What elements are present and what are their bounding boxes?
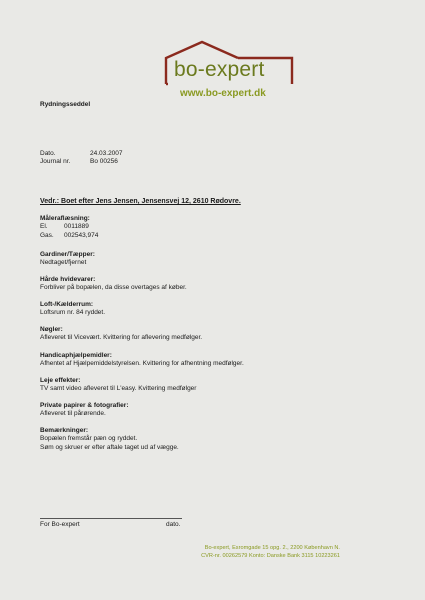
- section-body: Bopælen fremstår pæn og ryddet.: [40, 435, 138, 443]
- date-label: Dato.: [40, 150, 56, 157]
- logo-text: bo-expert: [174, 58, 265, 81]
- section-appliances: [40, 276, 187, 293]
- signature-date-label: dato.: [166, 521, 181, 528]
- section-curtains: [40, 251, 95, 268]
- section-attic: [40, 301, 105, 318]
- journal-label: Journal nr.: [40, 158, 71, 165]
- section-remarks: [40, 427, 179, 452]
- signature-label: For Bo-expert: [40, 521, 80, 528]
- section-title: Loft-/Kælderrum:: [40, 301, 94, 308]
- meter-value: 0011889: [64, 223, 89, 231]
- section-body: Nedtaget/fjernet: [40, 259, 87, 267]
- footer-address: Bo-expert, Esromgade 15 opg. 2., 2200 København N.: [204, 545, 340, 551]
- meter-row: [40, 232, 98, 240]
- section-handicap-aids: [40, 352, 244, 369]
- date-value: 24.03.2007: [90, 150, 123, 157]
- section-body: Forbliver på bopælen, da disse overtages af køber.: [40, 284, 187, 292]
- section-body: Afleveret til pårørende.: [40, 410, 106, 418]
- document-title: Rydningsseddel: [40, 101, 91, 108]
- section-title: Private papirer & fotografier:: [40, 402, 129, 409]
- section-title: Handicaphjælpemidler:: [40, 352, 112, 359]
- meter-label: El.: [40, 223, 48, 231]
- footer-bank: CVR-nr. 00262579 Konto: Danske Bank 3115 10223261: [201, 553, 340, 559]
- section-body: Afleveret til Vicevært. Kvittering for aflevering medfølger.: [40, 334, 203, 342]
- meter-title: Måleraflæsning:: [40, 215, 90, 222]
- journal-value: Bo 00256: [90, 158, 118, 165]
- section-body: Søm og skruer er efter aftale taget ud af vægge.: [40, 443, 179, 451]
- section-title: Leje effekter:: [40, 377, 81, 384]
- section-title: Bemærkninger:: [40, 427, 89, 434]
- section-private-papers: [40, 402, 129, 419]
- meter-value: 002543,974: [64, 231, 99, 239]
- meter-label: Gas.: [40, 231, 54, 239]
- section-body: TV samt video afleveret til L'easy. Kvittering medfølger: [40, 385, 197, 393]
- section-keys: [40, 326, 202, 343]
- signature-line: [40, 518, 182, 519]
- section-body: Loftsrum nr. 84 ryddet.: [40, 309, 106, 317]
- section-title: Hårde hvidevarer:: [40, 276, 96, 283]
- section-title: Gardiner/Tæpper:: [40, 251, 95, 258]
- logo-url: www.bo-expert.dk: [180, 88, 266, 99]
- section-rental: [40, 377, 196, 394]
- section-title: Nøgler:: [40, 326, 63, 333]
- bo-expert-logo: [160, 40, 300, 102]
- section-body: Afhentet af Hjælpemiddelstyrelsen. Kvittering for afhentning medfølger.: [40, 360, 244, 368]
- reference-line: Vedr.: Boet efter Jens Jensen, Jensensvej 12, 2610 Rødovre.: [40, 198, 241, 205]
- meter-section: [40, 215, 98, 240]
- meter-row: [40, 223, 98, 231]
